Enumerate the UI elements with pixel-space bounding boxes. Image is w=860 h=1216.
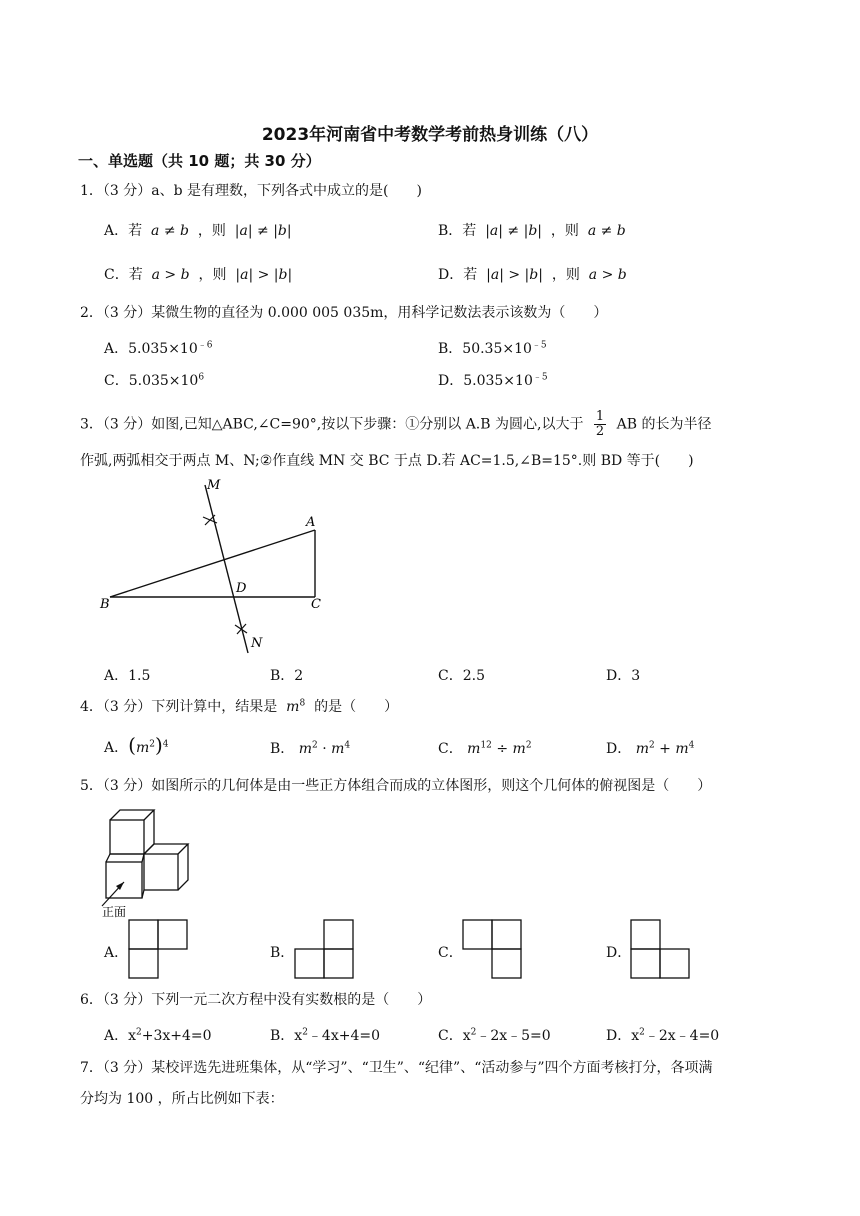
q3-stem-line2: 作弧,两弧相交于两点 M、N;②作直线 MN 交 BC 于点 D.若 AC=1.5,∠B=15°.则 BD 等于( ) [80,453,694,469]
label-a: A [306,515,316,530]
q6-option-a[interactable]: A．$x^2+3x+4=0$ [104,1027,212,1044]
label-m: M [207,478,221,493]
q4-option-b[interactable]: B． $m^2 \cdot m^4$ [270,740,351,757]
q5-option-c-shape [461,918,525,980]
q1-option-a[interactable]: A．若 a ≠ b ，则 |a| ≠ |b| [104,223,292,239]
q5-option-a[interactable]: A． [104,945,129,961]
q2-option-a[interactable]: A．$5.035\times 10^{﹣6}$ [104,340,213,357]
q4-option-a[interactable]: A．$(m^2)^4$ [104,733,169,757]
section-heading: 一、单选题（共 10 题；共 30 分） [78,152,321,170]
page-title: 2023年河南省中考数学考前热身训练（八） [261,125,599,145]
label-n: N [251,636,263,651]
q6-option-d[interactable]: D．$x^2﹣2x﹣4=0$ [606,1027,720,1044]
q5-option-b-shape [293,918,357,980]
q2-stem: 2．（3 分）某微生物的直径为 0.000 005 035m，用科学记数法表示该数为（ ） [80,305,608,321]
q1-option-b[interactable]: B．若 |a| ≠ |b| ，则 a ≠ b [438,223,626,239]
q3-stem-line1: 3．（3 分）如图,已知△ABC,∠C=90°,按以下步骤：①分别以 A.B 为圆心,以大于 $\frac{1}{2}$ AB 的长为半径 [80,409,712,439]
q1-option-c[interactable]: C．若 a > b ，则 |a| > |b| [104,267,293,283]
q6-option-c[interactable]: C．$x^2﹣2x﹣5=0$ [438,1027,551,1044]
q1-option-d[interactable]: D．若 |a| > |b| ，则 a > b [438,267,627,283]
q4-option-d[interactable]: D． $m^2 + m^4$ [606,740,695,757]
q5-option-b[interactable]: B． [270,945,295,961]
q6-stem: 6．（3 分）下列一元二次方程中没有实数根的是（ ） [80,992,432,1008]
q1-stem: 1．（3 分）a、b 是有理数，下列各式中成立的是( ) [80,183,422,199]
q3-option-c[interactable]: C．2.5 [438,668,485,684]
front-label: 正面 [102,905,127,918]
label-c: C [311,597,321,612]
segment-ba [110,530,315,597]
q6-option-b[interactable]: B．$x^2﹣4x+4=0$ [270,1027,380,1044]
q5-option-d[interactable]: D． [606,945,632,961]
q3-option-a[interactable]: A．1.5 [104,668,151,684]
q7-stem: 7．（3 分）某校评选先进班集体，从“学习”、“卫生”、“纪律”、“活动参与”四个方面考核打分，各项满 [80,1060,713,1076]
q7-stem-line2: 分均为 100 ，所占比例如下表： [80,1091,284,1107]
label-d: D [236,581,247,596]
line-mn [205,485,248,653]
q2-option-b[interactable]: B．$50.35\times 10^{﹣5}$ [438,340,547,357]
fraction-one-half: $\frac{1}{2}$ [595,409,605,439]
q4-option-c[interactable]: C． $m^{12} \div m^2$ [438,740,532,757]
q3-triangle-figure [95,473,355,658]
q5-option-c[interactable]: C． [438,945,463,961]
q5-stem: 5．（3 分）如图所示的几何体是由一些正方体组合而成的立体图形，则这个几何体的俯视图是（ ） [80,778,712,794]
q5-cube-figure [98,806,198,918]
q2-option-d[interactable]: D．$5.035\times 10^{﹣5}$ [438,372,548,389]
label-b: B [100,597,110,612]
q3-option-d[interactable]: D．3 [606,668,641,684]
q2-option-c[interactable]: C．$5.035\times 10^6$ [104,372,205,389]
q3-option-b[interactable]: B．2 [270,668,304,684]
q4-stem: 4．（3 分）下列计算中，结果是 $m^8$ 的是（ ） [80,698,399,715]
q5-option-a-shape [127,918,191,980]
q5-option-d-shape [629,918,693,980]
